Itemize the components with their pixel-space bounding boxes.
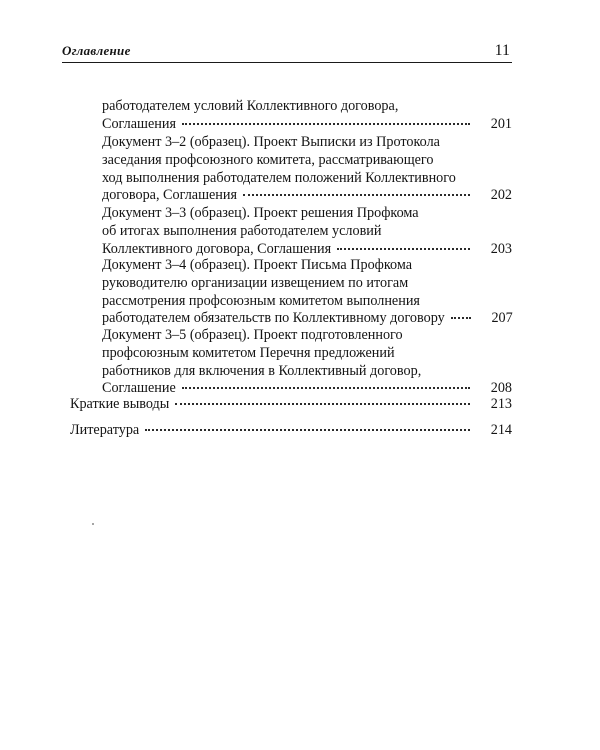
toc-entry-line: работников для включения в Коллективный договор, (102, 362, 422, 379)
toc-entry-last-line: Краткие выводы (70, 396, 170, 412)
toc-page-number: 208 (490, 380, 512, 397)
toc-entry-last-line: Соглашения (102, 115, 176, 132)
dot-leader (145, 429, 470, 431)
toc-entry[interactable] (102, 134, 512, 205)
toc-entry-line: Документ 3–2 (образец). Проект Выписки из Протокола (102, 134, 440, 150)
toc-entry-line: ход выполнения работодателем положений Коллективного (102, 169, 456, 186)
toc-entry-line: Документ 3–4 (образец). Проект Письма Профкома (102, 257, 413, 273)
toc-entry-last-line: договора, Соглашения (102, 187, 238, 204)
toc-entry-line: заседания профсоюзного комитета, рассматривающего (102, 151, 434, 168)
toc-entry-line: профсоюзным комитетом Перечня предложений (102, 344, 395, 361)
dot-leader (182, 387, 470, 389)
toc-entry-last-line: Литература (70, 422, 140, 438)
header-title: Оглавление (62, 43, 131, 58)
toc-entry[interactable] (102, 327, 512, 398)
toc-page-number: 214 (490, 422, 512, 438)
toc-entry[interactable] (70, 396, 512, 414)
header-page-number: 11 (494, 42, 510, 59)
toc-entry[interactable] (102, 257, 512, 328)
dot-leader (451, 317, 471, 319)
toc-entry-last-line: работодателем обязательств по Коллективному договору (102, 310, 445, 327)
dot-leader (182, 123, 470, 125)
toc-page-number: 203 (490, 240, 512, 257)
toc-entry[interactable] (70, 422, 512, 440)
dot-leader (243, 194, 470, 196)
toc-entry-last-line: Коллективного договора, Соглашения (102, 240, 332, 257)
toc-page-number: 202 (490, 187, 512, 204)
paper-speck (92, 523, 94, 525)
dot-leader (175, 403, 470, 405)
toc-entry-line: Документ 3–3 (образец). Проект решения Профкома (102, 205, 419, 221)
toc-entry-line: Документ 3–5 (образец). Проект подготовленного (102, 327, 403, 343)
running-header (62, 40, 512, 63)
toc-entry-last-line: Соглашение (102, 380, 176, 397)
dot-leader (337, 248, 470, 250)
toc-entry-line: об итогах выполнения работодателем условий (102, 222, 382, 239)
toc-entry[interactable] (102, 98, 512, 134)
toc-entry-line: рассмотрения профсоюзным комитетом выполнения (102, 292, 420, 309)
toc-entry-line: руководителю организации извещением по итогам (102, 274, 409, 291)
toc-entry[interactable] (102, 205, 512, 258)
toc-page-number: 201 (490, 115, 512, 132)
toc-page-number: 213 (490, 396, 512, 412)
toc-entry-line: работодателем условий Коллективного договора, (102, 98, 399, 114)
toc-page-number: 207 (491, 310, 513, 327)
